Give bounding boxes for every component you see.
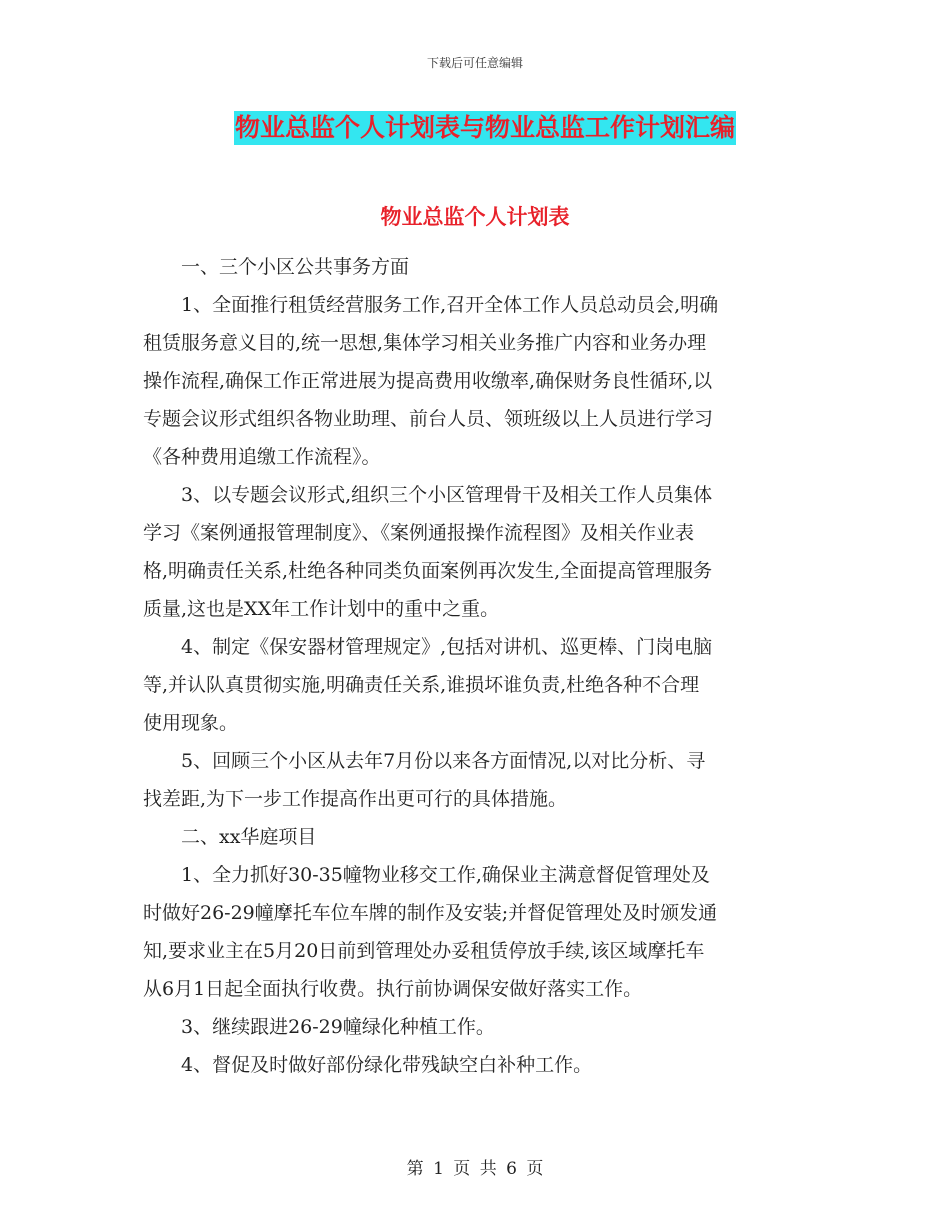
body-paragraph <box>143 742 808 818</box>
paragraph-line: 5、回顾三个小区从去年7月份以来各方面情况,以对比分析、寻 <box>181 750 706 772</box>
section-heading: 一、三个小区公共事务方面 <box>181 256 410 278</box>
paragraph-line: 找差距,为下一步工作提高作出更可行的具体措施。 <box>143 788 568 810</box>
body-paragraph <box>143 476 808 628</box>
paragraph-line: 1、全力抓好30-35幢物业移交工作,确保业主满意督促管理处及 <box>181 864 710 886</box>
paragraph-line: 使用现象。 <box>143 712 239 734</box>
paragraph-line: 质量,这也是XX年工作计划中的重中之重。 <box>143 598 500 620</box>
page-header-note: 下载后可任意编辑 <box>426 56 523 70</box>
paragraph-line: 4、督促及时做好部份绿化带残缺空白补种工作。 <box>181 1054 593 1076</box>
paragraph-line: 《各种费用追缴工作流程》。 <box>143 446 381 468</box>
section-title: 物业总监个人计划表 <box>380 205 570 229</box>
document-title: 物业总监个人计划表与物业总监工作计划汇编 <box>234 111 736 145</box>
paragraph-line: 3、继续跟进26-29幢绿化种植工作。 <box>181 1016 495 1038</box>
body-paragraph <box>143 1046 808 1084</box>
document-body <box>143 248 808 1084</box>
body-paragraph <box>143 286 808 476</box>
paragraph-line: 从6月1日起全面执行收费。执行前协调保安做好落实工作。 <box>143 978 643 1000</box>
section-heading: 二、xx华庭项目 <box>181 826 317 848</box>
page-number: 第 1 页 共 6 页 <box>406 1159 544 1179</box>
body-paragraph <box>143 628 808 742</box>
paragraph-line: 1、全面推行租赁经营服务工作,召开全体工作人员总动员会,明确 <box>181 294 719 316</box>
paragraph-line: 租赁服务意义目的,统一思想,集体学习相关业务推广内容和业务办理 <box>143 332 707 354</box>
paragraph-line: 时做好26-29幢摩托车位车牌的制作及安装;并督促管理处及时颁发通 <box>143 902 718 924</box>
paragraph-line: 知,要求业主在5月20日前到管理处办妥租赁停放手续,该区域摩托车 <box>143 940 705 962</box>
paragraph-line: 4、制定《保安器材管理规定》,包括对讲机、巡更棒、门岗电脑 <box>181 636 713 658</box>
paragraph-line: 学习《案例通报管理制度》、《案例通报操作流程图》及相关作业表 <box>143 522 695 544</box>
paragraph-line: 专题会议形式组织各物业助理、前台人员、领班级以上人员进行学习 <box>143 408 714 430</box>
paragraph-line: 操作流程,确保工作正常进展为提高费用收缴率,确保财务良性循环,以 <box>143 370 713 392</box>
body-paragraph <box>143 856 808 1008</box>
paragraph-line: 等,并认队真贯彻实施,明确责任关系,谁损坏谁负责,杜绝各种不合理 <box>143 674 700 696</box>
paragraph-line: 3、以专题会议形式,组织三个小区管理骨干及相关工作人员集体 <box>181 484 713 506</box>
paragraph-line: 格,明确责任关系,杜绝各种同类负面案例再次发生,全面提高管理服务 <box>143 560 713 582</box>
body-paragraph <box>143 1008 808 1046</box>
